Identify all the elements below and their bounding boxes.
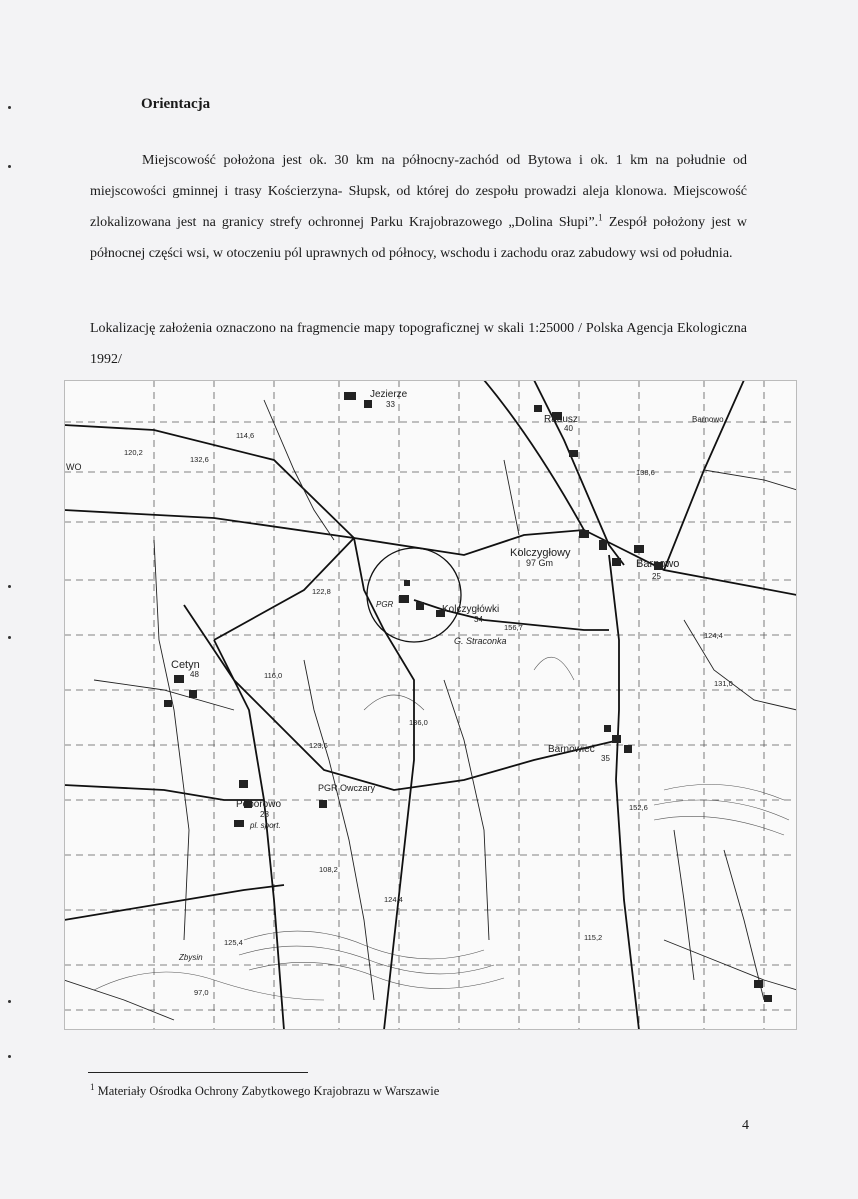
map-drawing — [64, 380, 797, 1030]
map-label: 40 — [564, 424, 573, 433]
map-elevation: 120,2 — [124, 448, 143, 457]
map-label: 25 — [652, 572, 661, 581]
map-label: 35 — [601, 754, 610, 763]
paragraph-orientation — [90, 145, 747, 269]
map-elevation: 108,2 — [319, 865, 338, 874]
map-label: 34 — [474, 615, 483, 624]
margin-mark — [8, 1000, 11, 1003]
page-number: 4 — [742, 1118, 749, 1133]
map-label: Cetyn — [171, 659, 200, 671]
map-label: PGR Owczary — [318, 783, 376, 793]
map-elevation: 156,7 — [504, 623, 523, 632]
map-elevation: 114,6 — [236, 431, 255, 440]
footnote-number: 1 — [90, 1081, 95, 1092]
paragraph-map-source: Lokalizację założenia oznaczono na fragmencie mapy topograficznej w skali 1:25000 / Polska Agencja Ekologiczna 1992/ — [90, 321, 747, 367]
map-elevation: 138,6 — [636, 468, 655, 477]
map-elevation: 131,0 — [714, 679, 733, 688]
map-label: PGR — [376, 600, 394, 609]
footnote-divider — [88, 1072, 308, 1073]
map-label: 33 — [386, 400, 395, 409]
margin-mark — [8, 585, 11, 588]
map-elevation: 116,0 — [264, 671, 283, 680]
margin-mark — [8, 106, 11, 109]
map-label: 28 — [260, 810, 269, 819]
map-elevation: 152,6 — [629, 803, 648, 812]
paragraph-text: Miejscowość położona jest ok. 30 km na północny-zachód od Bytowa i ok. 1 km na południe od miejscowości gminnej i trasy Kościerzyna- Słupsk, od której do zespołu prowadzi aleja klonowa. Miejscowość zlokalizowana jest na granicy strefy ochronnej Parku Krajobrazowego „Dolina Słupi”. — [90, 153, 747, 230]
map-elevation: 125,4 — [224, 938, 243, 947]
map-label: 97 Gm — [526, 558, 554, 568]
margin-mark — [8, 636, 11, 639]
map-label: pl. sport. — [250, 821, 281, 830]
footnote — [90, 1081, 440, 1099]
map-label: Radusz — [544, 414, 578, 425]
map-label: G. Straconka — [454, 636, 507, 646]
paragraph-text-continued: Zespół położony jest w północnej części wsi, w otoczeniu pól uprawnych od północy, wschodu i zachodu oraz zabudowy wsi od południa. — [90, 215, 747, 261]
footnote-text: Materiały Ośrodka Ochrony Zabytkowego Krajobrazu w Warszawie — [97, 1084, 440, 1098]
map-label: Jezierze — [370, 389, 408, 400]
margin-mark — [8, 1055, 11, 1058]
map-label: Kolczygłowy — [510, 547, 571, 559]
map-elevation: 122,8 — [312, 587, 331, 596]
footnote-ref[interactable]: 1 — [598, 212, 603, 223]
map-elevation: 132,6 — [190, 455, 209, 464]
map-label: WO — [66, 462, 82, 472]
map-label: Zbysin — [179, 953, 203, 962]
map-label: Barnowo — [636, 558, 680, 570]
margin-mark — [8, 165, 11, 168]
map-label: Barnowiec — [548, 744, 595, 755]
map-elevation: 97,0 — [194, 988, 209, 997]
map-label: Kolczygłówki — [442, 604, 500, 615]
section-heading: Orientacja — [141, 96, 211, 112]
topographic-map — [64, 380, 797, 1030]
map-elevation: 136,0 — [409, 718, 428, 727]
map-elevation: 115,2 — [584, 933, 603, 942]
map-elevation: 124,4 — [704, 631, 723, 640]
map-label: Poborowo — [236, 799, 282, 810]
map-label: Barnowo — [692, 415, 724, 424]
map-elevation: 124,4 — [384, 895, 403, 904]
map-elevation: 123,6 — [309, 741, 328, 750]
map-label: 48 — [190, 670, 199, 679]
